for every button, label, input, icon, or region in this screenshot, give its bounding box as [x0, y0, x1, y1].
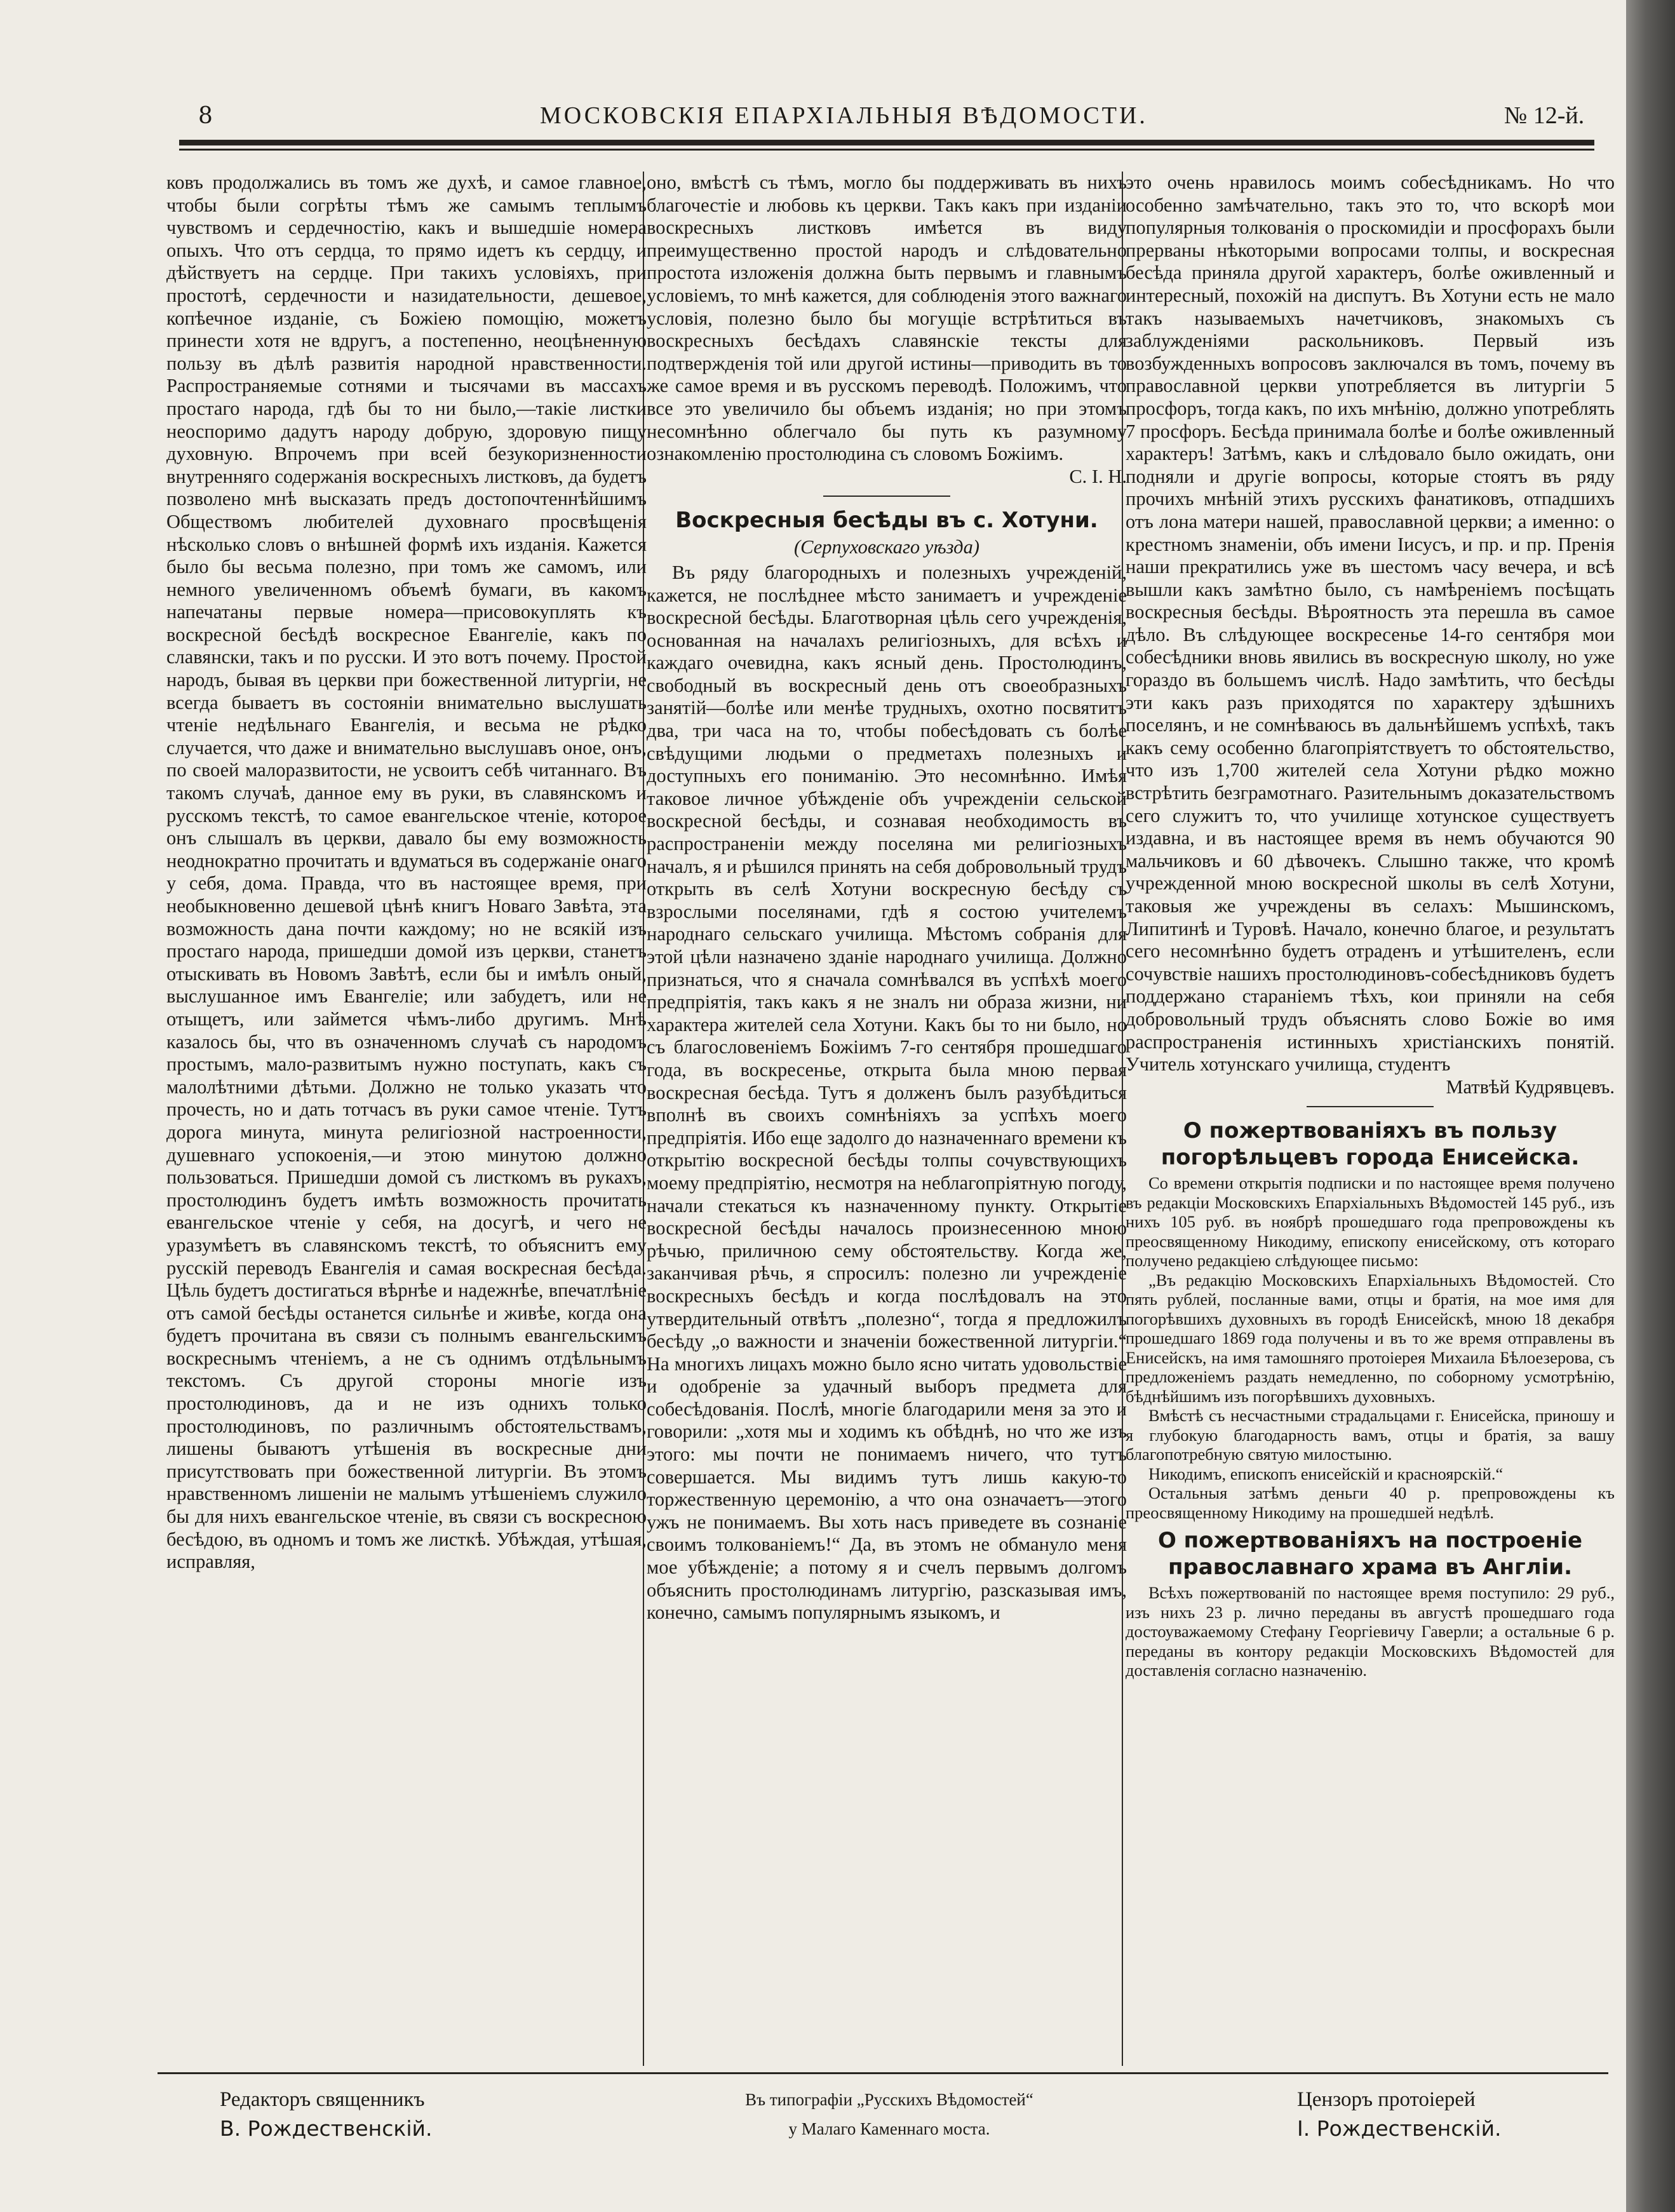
column-1-paragraph: ковъ продолжались въ томъ же духѣ, и самое главное, чтобы были согрѣты тѣмъ же самымъ теплымъ чувствомъ и сердечностію, какъ и вышедшіе номера опыхъ. Что отъ сердца, то прямо идетъ къ сердцу, и дѣйствуетъ на сердце. При такихъ условіяхъ, при простотѣ, сердечности и назидательности, дешевое, копѣечное изданіе, съ Божіею помощію, можетъ принести хотя не вдругъ, а постепенно, неоцѣненную пользу въ дѣлѣ развитія народной нравственности. Распространяемые сотнями и тысячами въ массахъ простаго народа, гдѣ бы то ни было,—такіе листки неоспоримо дадутъ народу добрую, здоровую пищу духовную. Впрочемъ при всей безукоризненности внутренняго содержанія воскресныхъ листковъ, да будетъ позволено мнѣ высказать предъ достопочтеннѣйшимъ Обществомъ любителей духовнаго просвѣщенія нѣсколько словъ о внѣшней формѣ ихъ изданія. Кажется было бы весьма полезно, при томъ же самомъ, или немного увеличенномъ объемѣ бумаги, въ какомъ напечатаны первые номера—присовокуплять къ воскресной бесѣдѣ воскресное Евангеліе, какъ по славянски, такъ и по русски. И это вотъ почему. Простой народъ, бывая въ церкви при божественной литургіи, не всегда бываетъ въ состояніи внимательно выслушать чтеніе недѣльнаго Евангелія, и весьма не рѣдко случается, что даже и внимательно выслушавъ оное, онъ, по своей малоразвитости, не усвоитъ себѣ читаннаго. Въ такомъ случаѣ, данное ему въ руки, въ славянскомъ и русскомъ текстѣ, то самое евангельское чтеніе, которое онъ слышалъ въ церкви, давало бы ему возможность неоднократно прочитать и вдуматься въ содержаніе онаго у себя, дома. Правда, что въ настоящее время, при необыкновенно дешевой цѣнѣ книгъ Новаго Завѣта, эта возможность дана почти каждому; но не всякій изъ простаго народа, пришедши домой изъ церкви, станетъ отыскивать въ Новомъ Завѣтѣ, если бы и имѣлъ оный, выслушанное имъ Евангеліе; или забудетъ, или не отыщетъ, или займется чѣмъ-либо другимъ. Мнѣ казалось бы, что въ означенномъ случаѣ съ народомъ простымъ, мало-развитымъ нужно поступать, какъ съ малолѣтними дѣтьми. Должно не только указать что прочесть, но и дать тотчасъ въ руки самое чтеніе. Тутъ дорога минута, минута религіозной настроенности, душевнаго успокоенія,—и этою минутою должно пользоваться. Пришедши домой съ листкомъ въ рукахъ, простолюдинъ будетъ имѣть возможность прочитать евангельское чтеніе у себя, на досугѣ, и чего не уразумѣетъ въ славянскомъ текстѣ, то объяснитъ ему русскій переводъ Евангелія и самая воскресная бесѣда. Цѣль будетъ достигаться вѣрнѣе и надежнѣе, впечатлѣніе отъ самой бесѣды останется сильнѣе и живѣе, когда она будетъ прочитана въ связи съ полнымъ евангельскимъ воскреснымъ чтеніемъ, а не съ однимъ отдѣльнымъ текстомъ. Съ другой стороны многіе изъ простолюдиновъ, да и не изъ однихъ только простолюдиновъ, по различнымъ обстоятельствамъ, лишены бываютъ утѣшенія въ воскресные дни присутствовать при божественной литургіи. Въ этомъ нравственномъ лишеніи не малымъ утѣшеніемъ служило бы для нихъ евангельское чтеніе, въ связи съ воскресною бесѣдою, въ одномъ и томъ же листкѣ. Убѣждая, утѣшая, исправляя, — [166, 172, 647, 1573]
donations-paragraph: Остальныя затѣмъ деньги 40 р. препровождены къ преосвященному Никодиму на прошедшей недѣлѣ. — [1126, 1483, 1615, 1522]
column-3 — [1126, 172, 1615, 2065]
issue-number: № 12-й. — [1504, 102, 1585, 129]
letter-paragraph: Вмѣстѣ съ несчастными страдальцами г. Енисейска, приношу и я глубокую благодарность вамъ, отцы и братія, за вашу благопотребную святую милостыню. — [1126, 1406, 1615, 1464]
donations-paragraph: Всѣхъ пожертвованій по настоящее время поступило: 29 руб., изъ нихъ 23 р. лично переданы въ августѣ прошедшаго года достоуважаемому Стефану Георгіевичу Гаверли; а остальные 6 р. переданы въ контору редакціи Московскихъ Вѣдомостей для доставленія согласно назначенію. — [1126, 1583, 1615, 1680]
footer-editor — [220, 2085, 537, 2143]
section-divider — [823, 496, 950, 497]
footer-printer — [705, 2085, 1073, 2143]
censor-name: І. Рождественскій. — [1297, 2116, 1502, 2141]
letter-ending-paragraph: оно, вмѣстѣ съ тѣмъ, могло бы поддерживать въ нихъ благочестіе и любовь къ церкви. Такъ какъ при изданіи воскресныхъ листковъ имѣется въ виду преимущественно простой народъ и слѣдовательно простота изложенія должна быть первымъ и главнымъ условіемъ, то мнѣ кажется, для соблюденія этого важнаго условія, полезно было бы могущіе встрѣтиться въ воскресныхъ бесѣдахъ славянскіе тексты для подтвержденія той или другой истины—приводить въ то же самое время и въ русскомъ переводѣ. Положимъ, что все это увеличило бы объемъ изданія; но при этомъ несомнѣнно облегчало бы путь къ разумному ознакомленію простолюдина съ словомъ Божіимъ. — [647, 172, 1127, 465]
page-number: 8 — [198, 103, 213, 129]
censor-label: Цензоръ протоіерей — [1297, 2088, 1476, 2111]
donations-yeniseisk-body — [1126, 1173, 1615, 1522]
editor-label: Редакторъ священникъ — [220, 2088, 425, 2111]
article-continuation: это очень нравилось моимъ собесѣдникамъ. Но что особенно замѣчательно, такъ это то, что вскорѣ мои популярныя толкованія о проскомидіи и просфорахъ были прерваны нѣкоторыми вопросами толпы, и воскресная бесѣда приняла другой характеръ, болѣе оживленный и интересный, похожій на диспутъ. Въ Хотуни есть не мало такъ называемыхъ начетчиковъ, знакомыхъ съ заблужденіями раскольниковъ. Первый изъ возбужденныхъ вопросовъ заключался въ томъ, почему въ православной церкви употребляется въ литургіи 5 просфоръ, тогда какъ, по ихъ мнѣнію, должно употреблять 7 просфоръ. Бесѣда принимала болѣе и болѣе оживленный характеръ! Затѣмъ, какъ и слѣдовало было ожидать, они подняли и другіе вопросы, которые стоятъ въ ряду прочихъ мнѣній этихъ русскихъ фанатиковъ, отпадшихъ отъ лона матери нашей, православной церкви; а именно: о крестномъ знаменіи, объ имени Іисусъ, и пр. и пр. Пренія наши прекратились уже въ шестомъ часу вечера, и всѣ вышли какъ замѣтно было, съ намѣреніемъ посѣщать воскресныя бесѣды. Вѣроятность эта перешла въ самое дѣло. Въ слѣдующее воскресенье 14-го сентября мои собесѣдники вновь явились въ воскресную школу, но уже гораздо въ большемъ числѣ. Надо замѣтить, что бесѣды эти какъ разъ приходятся по характеру здѣшнихъ поселянъ, и не сомнѣваюсь въ дальнѣйшемъ успѣхѣ, такъ какъ сему особенно благопріятствуетъ то обстоятельство, что изъ 1,700 жителей села Хотуни рѣдко можно встрѣтить безграмотнаго. Разительнымъ доказательствомъ сего служитъ то, что училище хотунское существуетъ издавна, и въ настоящее время въ немъ обучаются 90 мальчиковъ и 60 дѣвочекъ. Слышно также, что кромѣ учрежденной мною воскресной школы въ селѣ Хотуни, таковыя же учреждены въ селахъ: Мышинскомъ, Липитинѣ и Туровѣ. Начало, конечно благое, и результатъ сего несомнѣнно будетъ отраденъ и утѣшителенъ, если сочувствіе нашихъ простолюдиновъ-собесѣдниковъ будетъ поддержано стараніемъ тѣхъ, кои приняли на себя добровольный трудъ объяснять слово Божіе во имя распространенія истинныхъ христіанскихъ понятій. Учитель хотунскаго училища, студентъ — [1126, 172, 1615, 1076]
header-rule — [179, 140, 1594, 145]
printer-line: Въ типографіи „Русскихъ Вѣдомостей“ — [745, 2090, 1033, 2109]
column-2 — [647, 172, 1127, 2065]
donations-yeniseisk-title: О пожертвованіяхъ въ пользу погорѣльцевъ города Енисейска. — [1160, 1118, 1580, 1171]
article-signature: Матвѣй Кудрявцевъ. — [1446, 1076, 1615, 1098]
running-title: МОСКОВСКІЯ ЕПАРХІАЛЬНЫЯ ВѢДОМОСТИ. — [540, 102, 1148, 129]
donations-england-body — [1126, 1583, 1615, 1680]
section-divider — [1307, 1106, 1434, 1107]
column-1 — [166, 172, 647, 2065]
printer-line: у Малаго Каменнаго моста. — [788, 2119, 990, 2138]
donations-paragraph: Со времени открытія подписки и по настоящее время получено въ редакціи Московскихъ Епархіальныхъ Вѣдомостей 145 руб., изъ нихъ 105 руб. въ ноябрѣ прошедшаго года препровождены къ преосвященному Никодиму, епископу енисейскому, отъ котораго получено редакціею слѣдующее письмо: — [1126, 1173, 1615, 1271]
footer-rule — [158, 2072, 1608, 2074]
letter-signature: Никодимъ, епископъ енисейскій и красноярскій.“ — [1148, 1464, 1503, 1483]
footer-censor — [1297, 2085, 1602, 2143]
article-subtitle: (Серпуховскаго уѣзда) — [793, 536, 980, 558]
header-rule-thin — [179, 149, 1594, 151]
article-title: Воскресныя бесѣды въ с. Хотуни. — [675, 508, 1098, 534]
article-paragraph: Въ ряду благородныхъ и полезныхъ учрежденій, кажется, не послѣднее мѣсто занимаетъ и учрежденіе воскресной бесѣды. Благотворная цѣль сего учрежденія, основанная на началахъ религіозныхъ, для всѣхъ и каждаго очевидна, какъ ясный день. Простолюдинъ, свободный въ воскресный день отъ своеобразныхъ занятій—болѣе или менѣе трудныхъ, охотно посвятитъ два, три часа на то, чтобы побесѣдовать съ болѣе свѣдущими людьми о предметахъ полезныхъ и доступныхъ его пониманію. Это несомнѣнно. Имѣя таковое личное убѣжденіе объ учрежденіи сельской воскресной бесѣды, и сознавая необходимость въ распространеніи между поселяна ми религіозныхъ началъ, я и рѣшился принять на себя добровольный трудъ открыть въ селѣ Хотуни воскресную бесѣду съ взрослыми поселянами, гдѣ я состою учителемъ народнаго сельскаго училища. Мѣстомъ собранія для этой цѣли назначено зданіе народнаго училища. Должно признаться, что я сначала сомнѣвался въ успѣхѣ моего предпріятія, такъ какъ я не зналъ ни образа жизни, ни характера жителей села Хотуни. Какъ бы то ни было, но съ благословеніемъ Божіимъ 7-го сентября прошедшаго года, въ воскресенье, открыта была мною первая воскресная бесѣда. Тутъ я долженъ былъ разубѣдиться вполнѣ въ своихъ сомнѣніяхъ за успѣхъ моего предпріятія. Ибо еще задолго до назначеннаго времени къ открытію воскресной бесѣды толпы сочувствующихъ моему предпріятію, несмотря на неблагопріятную погоду, начали стекаться къ назначенному пункту. Открытіе воскресной бесѣды началось произнесенною мною рѣчью, приличною сему обстоятельству. Когда же, заканчивая рѣчь, я спросилъ: полезно ли учрежденіе воскресныхъ бесѣдъ и когда послѣдовалъ на это утвердительный отвѣтъ „полезно“, тогда я предложилъ бесѣду „о важности и значеніи божественной литургіи.“ На многихъ лицахъ можно было ясно читать удовольствіе и одобреніе за удачный выборъ предмета для собесѣдованія. Послѣ, многіе благодарили меня за это и говорили: „хотя мы и ходимъ къ обѣднѣ, но что же изъ этого: мы почти не понимаемъ ничего, что тутъ совершается. Мы видимъ тутъ лишь какую-то торжественную церемонію, а что она означаетъ—этого ужъ не понимаемъ. Вы хоть насъ приведете въ сознаніе своимъ толкованіемъ!“ Да, въ этомъ не обмануло меня мое убѣжденіе; а потому я и счелъ первымъ долгомъ объяснить простолюдинамъ литургію, разсказывая имъ, конечно, самымъ популярнымъ языкомъ, и — [647, 561, 1127, 1624]
letter-paragraph: „Въ редакцію Московскихъ Епархіальныхъ Вѣдомостей. Сто пять рублей, посланные вами, отцы и братія, на мое имя для погорѣвшихъ духовныхъ въ городѣ Енисейскѣ, мною 18 декабря прошедшаго 1869 года получены и въ то же время отправлены въ Енисейскъ, на имя тамошняго протоіерея Михаила Бѣлоезерова, съ предложеніемъ раздать немедленно, по соборному усмотрѣнію, бѣднѣйшимъ изъ погорѣвшихъ духовныхъ. — [1126, 1270, 1615, 1406]
editor-name: В. Рождественскій. — [220, 2116, 433, 2141]
scan-edge-shadow — [1626, 0, 1675, 2212]
donations-england-title: О пожертвованіяхъ на построеніе православнаго храма въ Англіи. — [1157, 1528, 1583, 1581]
letter-signature: С. І. Н. — [1069, 465, 1127, 487]
